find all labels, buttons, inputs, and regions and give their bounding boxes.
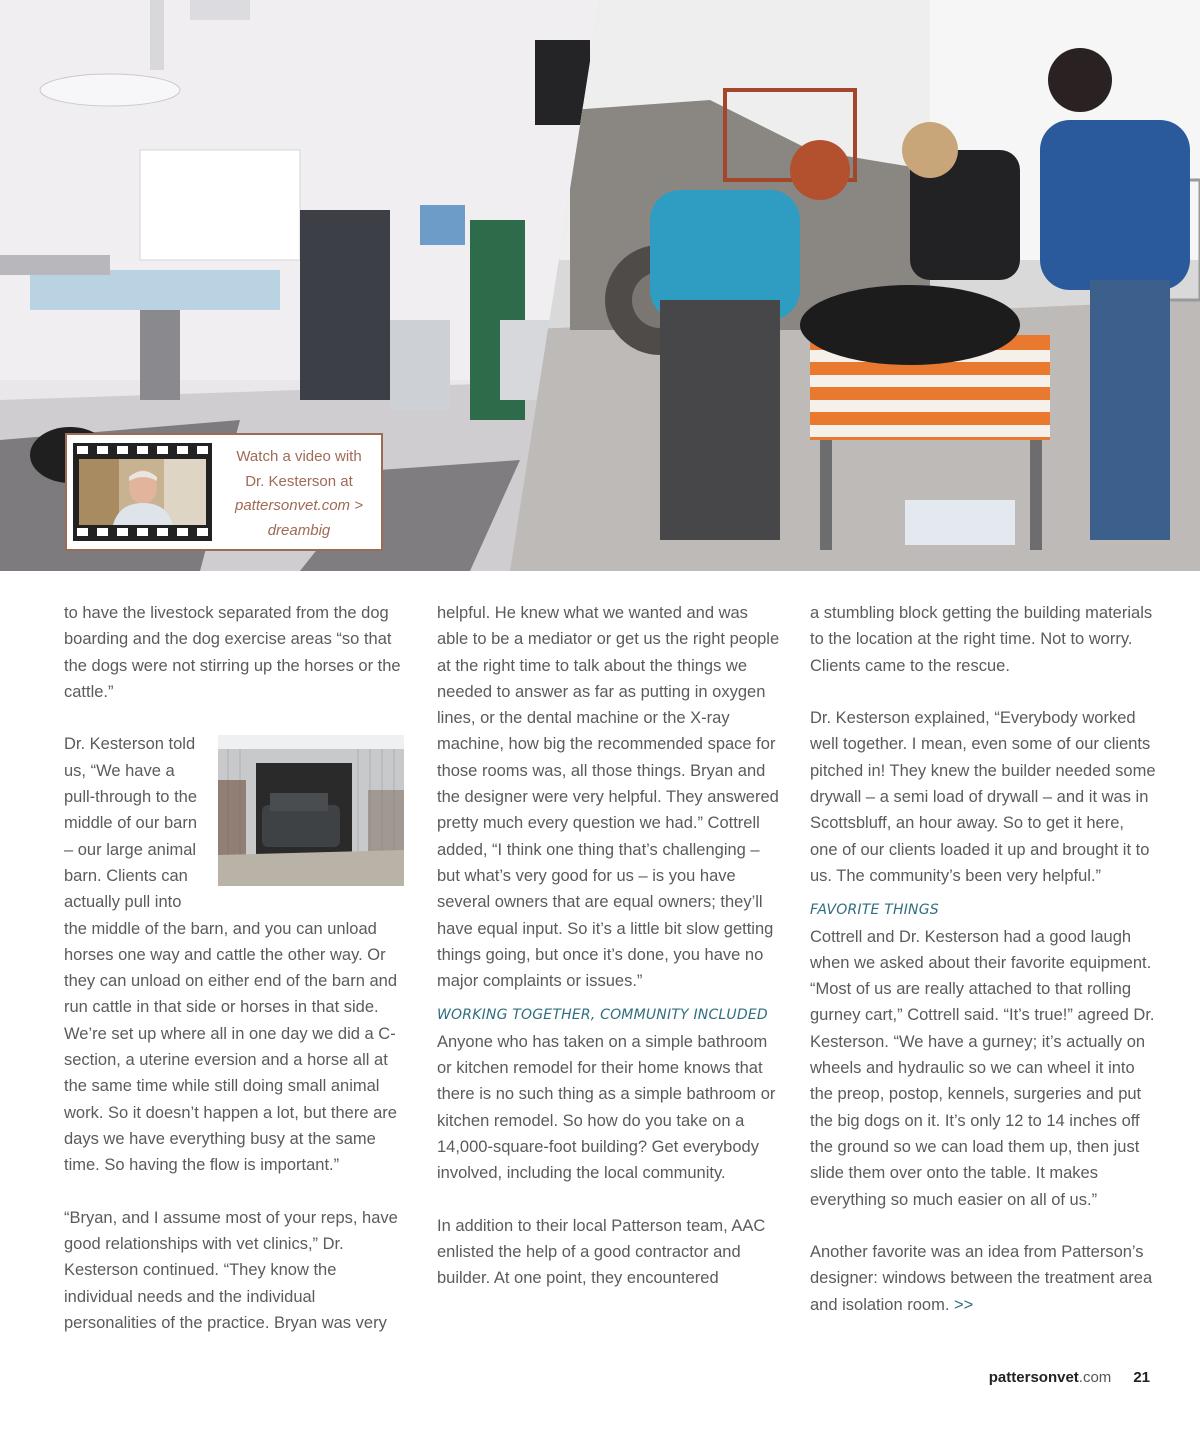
video-callout[interactable] — [65, 433, 383, 551]
col2-paragraph-1: helpful. He knew what we wanted and was able to be a mediator or get us the right people at the right time to talk about the things we needed to answer as far as putting in oxygen lines, or the dental machine or the X-ray machine, how big the recommended space for those rooms was, all those things. Bryan and the designer were very helpful. They answered pretty much every question we had.” Cottrell added, “I think one thing that’s challenging – but what’s very good for us – is you have several owners that are equal owners; they’ll have equal input. So it’s a little bit slow getting things going, but once it’s done, you have no major complaints or issues.” — [437, 604, 780, 991]
filmstrip-holes — [77, 528, 208, 538]
col3-paragraph-2: Dr. Kesterson explained, “Everybody worked well together. I mean, even some of our clients pitched in! They knew the builder needed some drywall – a semi load of drywall – and it was in Scottsbluff, an hour away. So to get it here, one of our clients loaded it up and brought it to us. The community’s been very helpful.” — [810, 709, 1156, 885]
col2-paragraph-2: Anyone who has taken on a simple bathroom or kitchen remodel for their home knows that there is no such thing as a simple bathroom or kitchen remodel. So how do you take on a 14,000-square-foot building? Get everybody involved, including the local community. — [437, 1032, 776, 1183]
col1-paragraph-2: Dr. Kesterson told us, “We have a pull-through to the middle of our barn – our large animal barn. Clients can actually pull into the middle of the barn, and you can unload horses one way and cattle the other way. Or they can unload on either end of the barn and run cattle in that side or horses in that side. We’re set up where all in one day we did a C-section, a uterine eversion and a horse all at the same time while still doing small animal work. So it doesn’t happen a lot, but there are days we have everything busy at the same time. So having the flow is important.” — [64, 735, 398, 1175]
article-column-1 — [64, 600, 404, 1336]
barn-treatment-photo — [510, 0, 1200, 571]
video-link-path[interactable]: dreambig — [267, 521, 331, 539]
col3-paragraph-4-text: Another favorite was an idea from Patterson’s designer: windows between the treatment area and isolation room. — [810, 1243, 1153, 1314]
dr-kesterson-portrait — [79, 459, 206, 525]
footer-site-name: pattersonvet — [988, 1369, 1079, 1386]
col1-paragraph-3: “Bryan, and I assume most of your reps, have good relationships with vet clinics,” Dr. Kesterson continued. “They know the individual needs and the individual personalities of the practice. Bryan was very — [64, 1208, 398, 1333]
col3-paragraph-1: a stumbling block getting the building materials to the location at the right time. Not to worry. Clients came to the rescue. — [810, 604, 1153, 675]
article-column-3 — [810, 600, 1156, 1318]
section-heading-working-together: WORKING TOGETHER, COMMUNITY INCLUDED — [437, 1007, 768, 1024]
video-link-domain[interactable]: pattersonvet.com > — [235, 497, 363, 514]
filmstrip-holes — [77, 446, 208, 456]
barn-pull-through-photo — [218, 735, 404, 886]
hero-photos — [0, 0, 1200, 571]
footer-site[interactable] — [989, 1369, 1112, 1386]
col3-paragraph-4 — [810, 1239, 1156, 1318]
video-thumbnail[interactable] — [73, 443, 212, 541]
video-callout-text — [219, 445, 379, 543]
page-number: 21 — [1133, 1369, 1150, 1386]
video-callout-line1: Watch a video with — [236, 448, 362, 465]
video-callout-line2: Dr. Kesterson at — [245, 472, 353, 490]
col2-paragraph-3: In addition to their local Patterson team, AAC enlisted the help of a good contractor and builder. At one point, they encountered — [437, 1216, 766, 1288]
footer-site-tld: .com — [1078, 1369, 1112, 1386]
continue-arrow[interactable]: >> — [954, 1295, 974, 1314]
col1-paragraph-1: to have the livestock separated from the dog boarding and the dog exercise areas “so that the dogs were not stirring up the horses or the cattle.” — [64, 604, 401, 701]
article-column-2 — [437, 600, 782, 1292]
section-heading-favorite-things: FAVORITE THINGS — [810, 902, 939, 919]
col3-paragraph-3: Cottrell and Dr. Kesterson had a good laugh when we asked about their favorite equipment. “Most of us are really attached to that rolling gurney cart,” Cottrell said. “It’s true!” agreed Dr. Kesterson. “We have a gurney; it’s actually on wheels and hydraulic so we can wheel it into the preop, postop, kennels, surgeries and put the big dogs on it. It’s only 12 to 14 inches off the ground so we can load them up, then just slide them over onto the table. It makes everything so much easier on all of us.” — [810, 927, 1155, 1209]
page-footer — [989, 1369, 1150, 1386]
